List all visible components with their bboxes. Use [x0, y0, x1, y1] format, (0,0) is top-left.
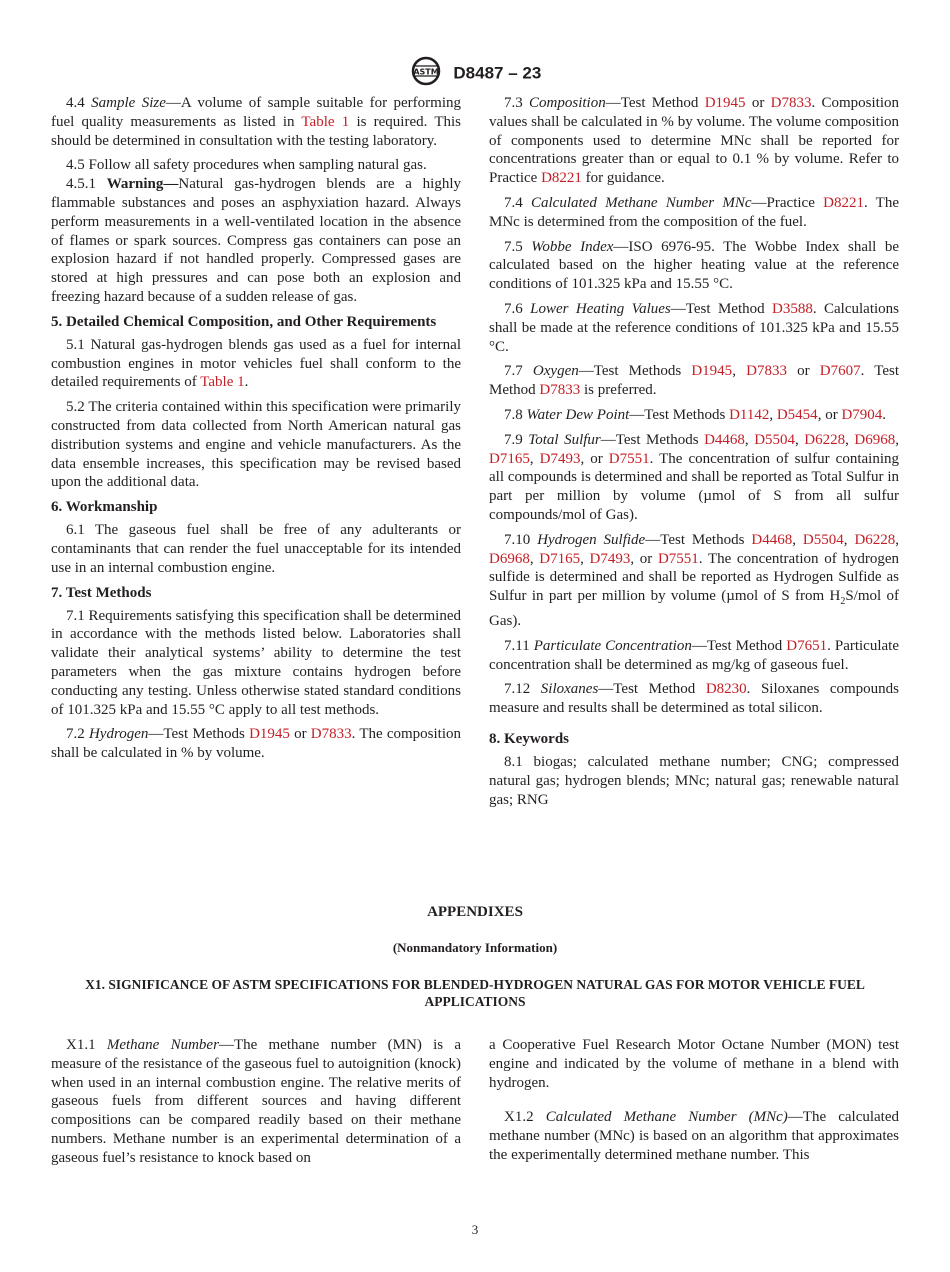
section-6-1: 6.1 The gaseous fuel shall be free of any adulterants or contaminants that can render the fuel unacceptable for its intended use in an internal combustion engine.	[51, 522, 461, 576]
d7833-link[interactable]: D7833	[770, 95, 812, 111]
d7551-link[interactable]: D7551	[657, 550, 699, 567]
d8221-link[interactable]: D8221	[541, 170, 582, 187]
d1945-link[interactable]: D1945	[249, 726, 290, 743]
x1-heading: X1. SIGNIFICANCE OF ASTM SPECIFICATIONS FOR BLENDED-HYDROGEN NATURAL GAS FOR MOTOR VEHICLE FUEL APPLICATIONS	[85, 977, 865, 1009]
document-designation: D8487 – 23	[453, 63, 542, 83]
astm-logo-icon	[409, 56, 443, 91]
d7833-link[interactable]: D7833	[310, 726, 352, 743]
d3588-link[interactable]: D3588	[772, 300, 813, 317]
d4468-link[interactable]: D4468	[751, 531, 793, 548]
section-7-4: 7.4 Calculated Methane Number MNc—Practice D8221. The MNc is determined from the composition of the fuel.	[489, 194, 899, 230]
section-7-7: 7.7 Oxygen—Test Methods D1945, D7833 or D7607. Test Method D7833 is preferred.	[489, 363, 900, 399]
d7165-link[interactable]: D7165	[539, 550, 581, 567]
section-7-2: 7.2 Hydrogen—Test Methods D1945 or D7833. The composition shall be calculated in % by volume.	[51, 726, 461, 762]
section-x1-1: X1.1 Methane Number—The methane number (MN) is a measure of the resistance of the gaseous fuel to autoignition (knock) when used in an internal combustion engine. The relative merits of gaseous fuels from different sources and having different compositions can be compared readily based on their methane numbers. Methane number is an experimental determination of a gaseous fuel’s resistance to knock based on	[51, 1037, 462, 1166]
d8221-link[interactable]: D8221	[823, 194, 864, 211]
x1-left-column	[51, 1036, 461, 1174]
d7165-link[interactable]: D7165	[489, 450, 530, 467]
table-1-link[interactable]: Table 1	[200, 374, 245, 391]
left-column	[51, 94, 461, 769]
section-5-heading: 5. Detailed Chemical Composition, and Other Requirements	[51, 313, 437, 330]
section-7-heading: 7. Test Methods	[51, 584, 152, 601]
appendixes-title: APPENDIXES	[427, 904, 523, 920]
section-6-heading: 6. Workmanship	[51, 499, 158, 516]
d8230-link[interactable]: D8230	[705, 681, 747, 698]
nonmandatory-label: (Nonmandatory Information)	[392, 940, 558, 955]
x1-right-column	[489, 1036, 899, 1171]
d7493-link[interactable]: D7493	[539, 450, 581, 467]
d7833-link[interactable]: D7833	[539, 382, 581, 399]
d4468-link[interactable]: D4468	[704, 431, 745, 448]
section-5-1: 5.1 Natural gas-hydrogen blends gas used as a fuel for internal combustion engines in motor vehicles fuel shall conform to the detailed requirements of Table 1.	[51, 336, 461, 391]
d1142-link[interactable]: D1142	[729, 406, 770, 423]
section-4-5: 4.5 Follow all safety procedures when sampling natural gas.	[66, 157, 427, 174]
d5504-link[interactable]: D5504	[754, 431, 796, 448]
d7904-link[interactable]: D7904	[841, 406, 883, 423]
section-x1-2: X1.2 Calculated Methane Number (MNc)—The calculated methane number (MNc) is based on an algorithm that approximates the experimentally determined methane number. This	[489, 1109, 900, 1163]
d6228-link[interactable]: D6228	[804, 431, 846, 448]
section-7-3: 7.3 Composition—Test Method D1945 or D7833. Composition values shall be calculated in % by volume. The volume composition of components used to determine MNc shall be reported for concentrations greater than or equal to 0.1 % by volume. Refer to Practice D8221 for guidance.	[489, 95, 900, 187]
d1945-link[interactable]: D1945	[691, 363, 733, 380]
section-7-6: 7.6 Lower Heating Values—Test Method D3588. Calculations shall be made at the reference conditions of 101.325 kPa and 15.55 °C.	[489, 300, 899, 355]
d7833-link[interactable]: D7833	[746, 363, 787, 380]
section-7-1: 7.1 Requirements satisfying this specification shall be determined in accordance with the methods listed below. Laboratories shall validate their analytical systems’ ability to determine the test parameters when the gas mixture contains hydrogen before conducting any testing. Unless otherwise stated standard conditions of 101.325 kPa and 15.55 °C apply to all test methods.	[51, 607, 461, 718]
d5504-link[interactable]: D5504	[802, 531, 844, 548]
page-number: 3	[471, 1222, 479, 1237]
d7551-link[interactable]: D7551	[608, 450, 650, 467]
section-7-11: 7.11 Particulate Concentration—Test Method D7651. Particulate concentration shall be determined as mg/kg of gaseous fuel.	[489, 637, 899, 673]
section-x1-1-continued: a Cooperative Fuel Research Motor Octane Number (MON) test engine and indicated by the volume of methane in a blend with hydrogen.	[489, 1037, 899, 1091]
section-8-1: 8.1 biogas; calculated methane number; CNG; compressed natural gas; hydrogen blends; MNc; natural gas; renewable natural gas; RNG	[489, 753, 899, 808]
d6968-link[interactable]: D6968	[854, 431, 896, 448]
section-5-2: 5.2 The criteria contained within this specification were primarily constructed from data collected from North American natural gas distribution systems and engine and vehicle manufacturers. As the data ensemble increases, this specification may be revised based upon the additional data.	[51, 399, 461, 491]
svg-text:ASTM: ASTM	[412, 67, 439, 77]
d7607-link[interactable]: D7607	[819, 363, 861, 380]
d5454-link[interactable]: D5454	[776, 406, 818, 423]
page-header	[0, 56, 950, 91]
d6228-link[interactable]: D6228	[854, 531, 896, 548]
d6968-link[interactable]: D6968	[489, 550, 530, 567]
section-7-8: 7.8 Water Dew Point—Test Methods D1142, D5454, or D7904.	[504, 406, 887, 423]
section-7-10: 7.10 Hydrogen Sulfide—Test Methods D4468, D5504, D6228, D6968, D7165, D7493, or D7551. The concentration of hydrogen sulfide is determined and shall be reported as Hydrogen Sulfide as Sulfur in part per million by volume (µmol of S from $H_2S$/mol of Gas).	[489, 531, 900, 629]
section-7-5: 7.5 Wobbe Index—ISO 6976-95. The Wobbe Index shall be calculated based on the higher heating value at the reference conditions of 101.325 kPa and 15.55 °C.	[489, 238, 900, 293]
section-4-5-1: 4.5.1 Warning—Natural gas-hydrogen blends are a highly flammable substances and poses an asphyxiation hazard. Always perform measurements in a well-ventilated location in the absence of flames or spark sources. Compress gas containers can pose an explosion hazard if not handled properly. Compressed gases are stored at high pressures and can pose both an explosion and freezing hazard because of a sudden release of gas.	[51, 176, 461, 305]
section-8-heading: 8. Keywords	[489, 730, 569, 747]
table-1-link[interactable]: Table 1	[301, 113, 350, 130]
d7651-link[interactable]: D7651	[786, 637, 828, 654]
section-7-12: 7.12 Siloxanes—Test Method D8230. Siloxanes compounds measure and results shall be determined as total silicon.	[489, 681, 899, 717]
d1945-link[interactable]: D1945	[704, 95, 746, 111]
section-4-4: 4.4 Sample Size—A volume of sample suitable for performing fuel quality measurements as listed in Table 1 is required. This should be determined in consultation with the testing laboratory.	[51, 95, 461, 149]
right-column	[489, 94, 899, 815]
section-7-9: 7.9 Total Sulfur—Test Methods D4468, D5504, D6228, D6968, D7165, D7493, or D7551. The concentration of sulfur containing all compounds is determined and shall be reported as Total Sulfur in part per million by volume (µmol of S from all sulfur compounds/mol of Gas).	[489, 431, 899, 523]
d7493-link[interactable]: D7493	[589, 550, 631, 567]
